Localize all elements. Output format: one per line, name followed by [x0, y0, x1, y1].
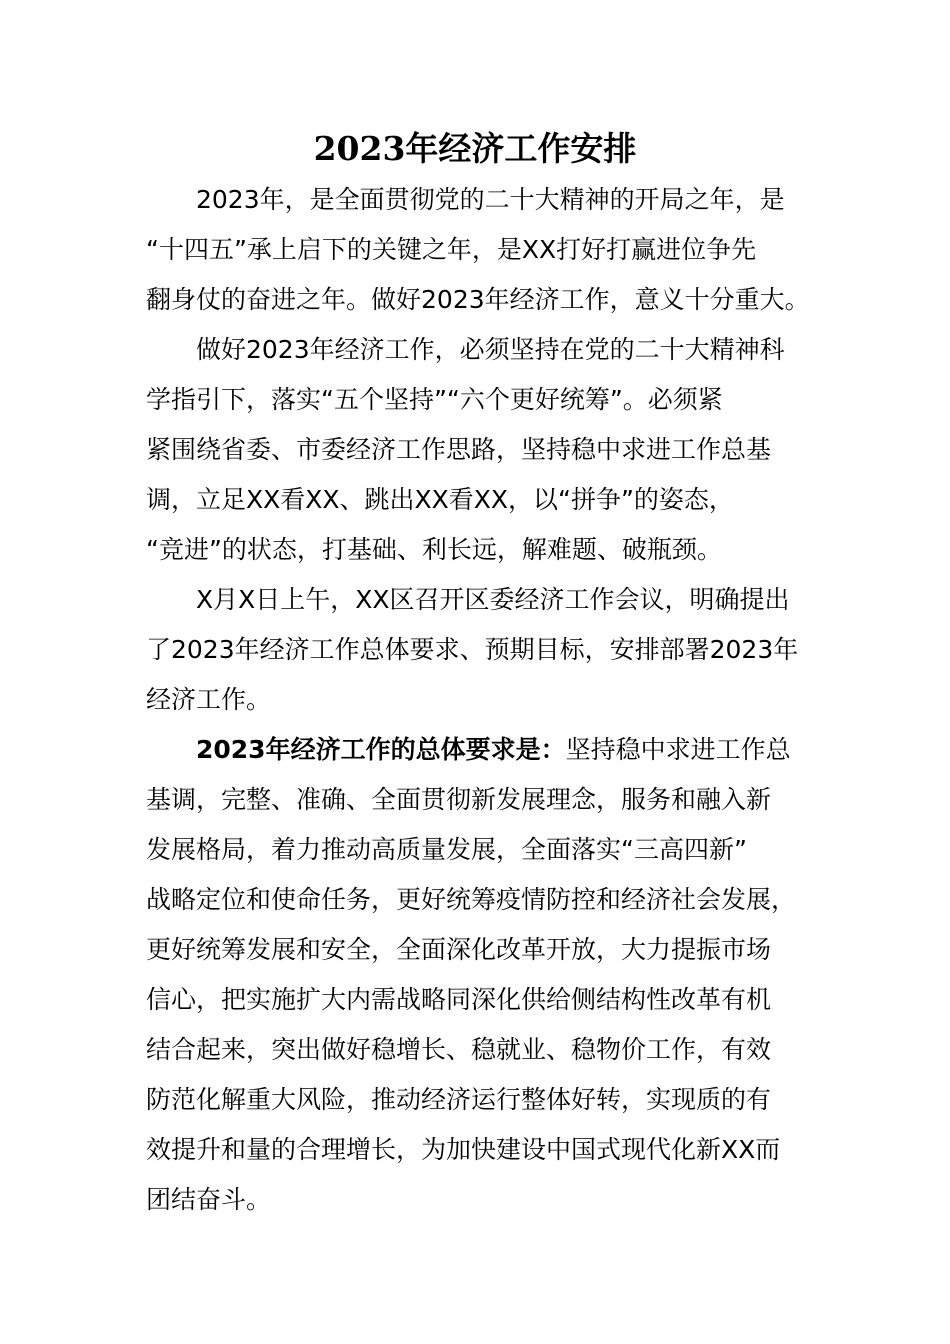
paragraph-4-line-2: 基调，完整、准确、全面贯彻新发展理念，服务和融入新	[146, 785, 772, 814]
paragraph-2-line-3: 紧围绕省委、市委经济工作思路，坚持稳中求进工作总基	[146, 435, 772, 464]
paragraph-3-line-3: 经济工作。	[146, 685, 272, 714]
paragraph-4-lead-bold: 2023年经济工作的总体要求是：	[196, 735, 566, 764]
paragraph-1-line-2: “十四五”承上启下的关键之年，是XX打好打赢进位争先	[146, 235, 757, 264]
document-title: 2023年经济工作安排	[313, 129, 637, 168]
paragraph-3-line-1: X月X日上午，XX区召开区委经济工作会议，明确提出	[196, 585, 790, 614]
paragraph-4-line-6: 信心，把实施扩大内需战略同深化供给侧结构性改革有机	[146, 985, 772, 1014]
paragraph-1-line-3: 翻身仗的奋进之年。做好2023年经济工作，意义十分重大。	[146, 285, 810, 314]
paragraph-4-line-1	[196, 725, 791, 775]
paragraph-4-line-9: 效提升和量的合理增长，为加快建设中国式现代化新XX而	[146, 1135, 781, 1164]
paragraph-4-line-3: 发展格局，着力推动高质量发展，全面落实“三高四新”	[146, 835, 747, 864]
paragraph-2-line-5: “竞进”的状态，打基础、利长远，解难题、破瓶颈。	[146, 535, 722, 564]
paragraph-4-line-5: 更好统筹发展和安全，全面深化改革开放，大力提振市场	[146, 935, 772, 964]
paragraph-4-lead-rest: 坚持稳中求进工作总	[565, 735, 791, 764]
paragraph-3-line-2: 了2023年经济工作总体要求、预期目标，安排部署2023年	[146, 635, 799, 664]
paragraph-4-line-10: 团结奋斗。	[146, 1185, 272, 1214]
paragraph-2-line-4: 调，立足XX看XX、跳出XX看XX，以“拼争”的姿态，	[146, 485, 734, 514]
paragraph-4-line-7: 结合起来，突出做好稳增长、稳就业、稳物价工作，有效	[146, 1035, 772, 1064]
paragraph-2-line-1: 做好2023年经济工作，必须坚持在党的二十大精神科	[196, 335, 785, 364]
paragraph-4-line-8: 防范化解重大风险，推动经济运行整体好转，实现质的有	[146, 1085, 772, 1114]
paragraph-4-line-4: 战略定位和使命任务，更好统筹疫情防控和经济社会发展，	[146, 885, 797, 914]
paragraph-2-line-2: 学指引下，落实“五个坚持”“六个更好统筹”。必须紧	[146, 385, 723, 414]
paragraph-1-line-1: 2023年，是全面贯彻党的二十大精神的开局之年，是	[196, 185, 785, 214]
